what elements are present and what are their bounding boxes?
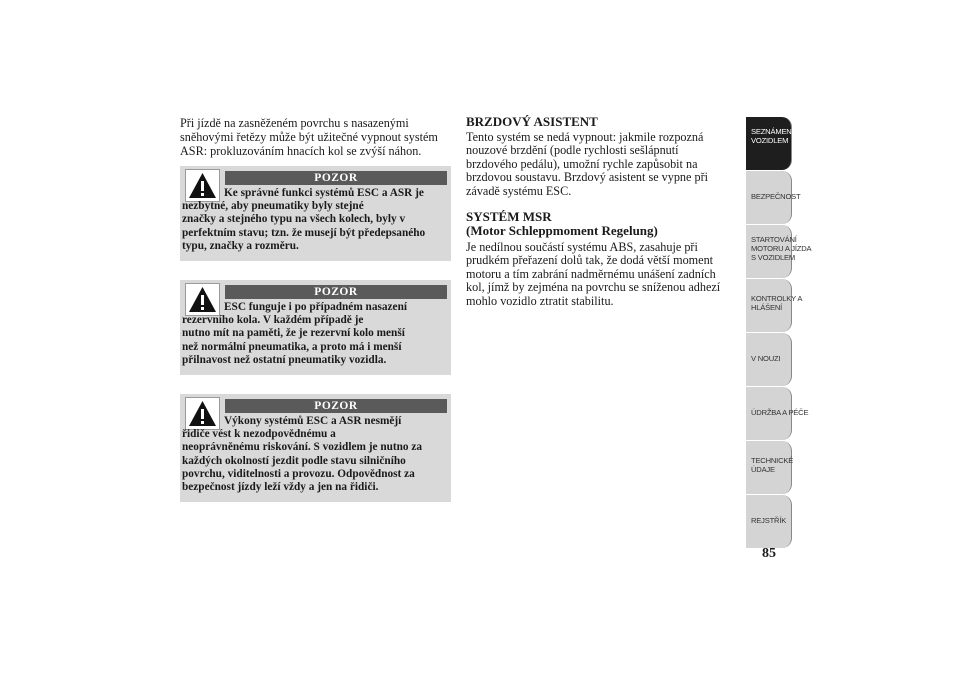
section-subheading-msr: (Motor Schleppmoment Regelung) (466, 223, 658, 238)
warning-text (182, 301, 447, 367)
tab-label: SEZNÁMENÍ S (751, 127, 801, 136)
tab-label: MOTORU A JÍZDA (751, 244, 812, 253)
tab-v-nouzi[interactable] (746, 333, 792, 386)
tab-label: TECHNICKÉ (751, 456, 794, 465)
warning-text (182, 415, 447, 494)
text-line: ESC funguje i po případném nasazení (224, 301, 407, 313)
tab-startovani[interactable] (746, 225, 812, 278)
section-heading-msr: SYSTÉM MSR (466, 209, 552, 224)
tab-technicke-udaje[interactable] (746, 441, 792, 494)
text-line: sněhovými řetězy může být užitečné vypnout systém (180, 130, 438, 144)
warning-title: POZOR (225, 399, 447, 413)
text-line: nouzové brzdění (podle rychlosti sešlápnutí (466, 143, 679, 158)
tab-label: REJSTŘÍK (751, 516, 787, 525)
tab-label: STARTOVÁNÍ (751, 235, 797, 244)
tab-label: KONTROLKY A (751, 294, 803, 303)
text-line: přilnavost než ostatní pneumatiky vozidla. (182, 353, 387, 366)
text-line: bezpečnost jízdy leží vždy a jen na řidiči. (182, 481, 379, 494)
text-line: každých okolností jezdit podle stavu silničního (182, 454, 406, 467)
text-line: Je nedílnou součástí systému ABS, zasahuje při (466, 240, 698, 254)
tab-seznameni-s-vozidlem[interactable] (746, 117, 801, 170)
text-line: perfektním stavu; tzn. že musejí být předepsaného (182, 226, 426, 239)
tab-label: ÚDAJE (751, 465, 775, 474)
text-line: Ke správné funkci systémů ESC a ASR je (224, 187, 424, 199)
text-line: Tento systém se nedá vypnout: jakmile rozpozná (466, 130, 704, 144)
text-line: povrchu, viditelnosti a provozu. Odpovědnost za (182, 467, 415, 480)
tab-kontrolky[interactable] (746, 279, 803, 332)
text-line: Výkony systémů ESC a ASR nesmějí (224, 415, 402, 427)
tab-label: S VOZIDLEM (751, 253, 795, 262)
text-line: Při jízdě na zasněženém povrchu s nasazenými (180, 116, 409, 130)
section-heading-brake-assist: BRZDOVÝ ASISTENT (466, 114, 598, 129)
tab-label: BEZPEČNOST (751, 192, 801, 201)
text-line: prudkém přeřazení dolů tak, že dodá větší moment (466, 253, 714, 268)
tab-label: V NOUZI (751, 354, 781, 363)
warning-text (182, 187, 447, 253)
tab-rejstrik[interactable] (746, 495, 792, 548)
intro-paragraph (180, 116, 452, 158)
page-number: 85 (762, 546, 776, 561)
text-line: brzdovou soustavu. Brzdový asistent se vypne při (466, 170, 709, 185)
text-line: nutno mít na paměti, že je rezervní kolo menší (182, 327, 405, 340)
warning-box-2 (180, 280, 451, 375)
text-line: brzdového pedálu), umožní rychle zapůsobit na (466, 156, 698, 171)
warning-title: POZOR (225, 171, 447, 185)
text-line: rezervního kola. V každém případě je (182, 314, 364, 327)
chapter-tabs (746, 117, 812, 549)
warning-box-1 (180, 166, 451, 261)
text-line: ASR: prokluzováním hnacích kol se zvýší náhon. (180, 144, 422, 158)
text-line: než normální pneumatika, a proto má i menší (182, 340, 402, 353)
tab-label: VOZIDLEM (751, 136, 789, 145)
text-line: řidiče vést k nezodpovědnému a (182, 428, 336, 441)
text-line: kol, jímž by zejména na povrchu se sníženou adhezí (466, 280, 721, 295)
text-line: nezbytné, aby pneumatiky byly stejné (182, 200, 364, 213)
msr-paragraph (466, 241, 728, 308)
brake-assist-paragraph (466, 131, 728, 198)
tab-udrzba[interactable] (746, 387, 809, 440)
text-line: motoru a tím zabrání nadměrnému unášení zadních (466, 266, 716, 281)
warning-box-3 (180, 394, 451, 502)
text-line: neoprávněnému riskování. S vozidlem je nutno za (182, 441, 423, 454)
tab-label: ÚDRŽBA A PÉČE (751, 408, 809, 417)
warning-title: POZOR (225, 285, 447, 299)
text-line: typu, značky a rozměru. (182, 239, 299, 252)
text-line: značky a stejného typu na všech kolech, byly v (182, 213, 406, 226)
tab-bezpecnost[interactable] (746, 171, 801, 224)
text-line: závadě systému ESC. (466, 183, 572, 198)
tab-label: HLÁŠENÍ (751, 303, 783, 312)
text-line: mohlo vozidlo ztratit stabilitu. (466, 293, 614, 308)
